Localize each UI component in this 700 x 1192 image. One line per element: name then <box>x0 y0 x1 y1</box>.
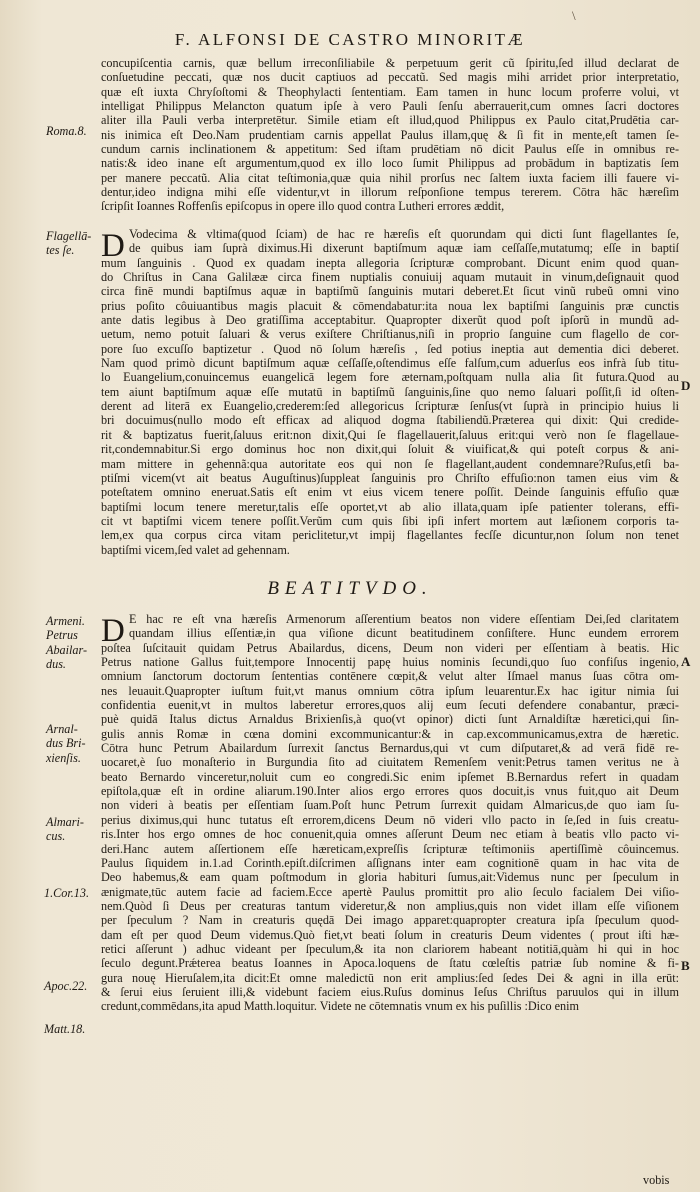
text-line: baptiſmi vicem,ſed valet ad gehennam. <box>101 542 290 557</box>
text-line: quandam illius eſſentiæ,in qua viſione dicunt beatitudinem conſiſtere. Hunc eundem errorem <box>129 626 679 641</box>
text-line: Vodecima & vltima(quod ſciam) de hac re hæreſis eſt quorundam qui dicti ſunt flagellantes ſe, <box>129 227 679 241</box>
page-mark: \ <box>572 8 576 23</box>
text-line: omnium ſanctorum doctorum ſententias contēnere cœpit,& velut alter Iſmael manus ſuas cōtra om- <box>101 669 679 684</box>
margin-note-corinth: 1.Cor.13. <box>44 886 90 900</box>
text-line: per ſpeculum ? Nam in creaturis quędā Dei imago apparet:quapropter creatura ipſa ſpeculum quod- <box>101 913 679 928</box>
text-line: deri.Hanc autem aſſertionem eſſe hæreticam,expreſſis ſcripturæ teſtimoniis apertiſſimè côuincemus. <box>101 841 679 856</box>
text-line: rit,condemnabitur.Si ergo dominus hoc non dixit,qui ſoluit & viuificat,& qui poteſt corpus & ani- <box>101 442 679 457</box>
text-line: nis inimica eſt Deo.Nam prudentiam carnis appellat Paulus illam,quę & ſi fit in mente,eſt tamen ſe- <box>101 127 679 142</box>
running-header: F. ALFONSI DE CASTRO MINORITÆ <box>174 30 526 49</box>
text-line: tem aiunt baptiſmum aquæ eſſe mutatū in baptiſmũ ſanguinis,ſine quo nemo ſaluari poſſit,ſi id oſten- <box>101 384 679 399</box>
text-line: & ſerui eius ſeruient illi,& videbunt faciem eius.Ruſus dominus Ieſus Chriſtus paruulos qui in illum <box>101 984 679 999</box>
text-line: mam mittere in gehennã:qua autoritate eos qui non ſe flagellant,audent condemnare?Ruſus,etſi ba- <box>101 456 679 471</box>
text-line: puè quidā Italus dictus Arnaldus Brixienſis,à quo(vt opinor) dicti ſunt Arnaldiſtæ hæretici,qui ſin- <box>101 712 679 727</box>
text-line: circa finē mundi baptiſmus aquæ in baptiſmũ ſanguinis mutari deberet.Et ſicut vinũ rubeũ omni vino <box>101 284 679 299</box>
text-line: dam eſt per quod Deum videmus.Quò fiet,vt beati ſolum in creaturis Deum videntes ( prout iſti hæ- <box>101 927 679 942</box>
text-line: ſeculo degunt.Prǽterea beatus Ioannes in Apoca.loquens de ſtatu cœleſtis patriæ ſub nomine & fi- <box>101 956 679 971</box>
text-line: retici aſſerunt ) adhuc videant per ſpeculum,& ita non clariorem habeant notitiā,quàm hi qui in hoc <box>101 941 679 956</box>
text-line: gulis annis Romæ in cœna domini excommunicantur:& in cap.excommunicamus,extra de hæretic. <box>101 726 679 741</box>
text-line: gura nouę Hieruſalem,ita dicit:Et omne maledictū non erit amplius:ſed ſedes Dei & agni in illa erūt: <box>101 970 679 985</box>
paragraph-flagellantes <box>101 227 679 557</box>
text-line: prius poſito côuiuantibus magis placuit & cōmendabatur:ita noua lex baptiſmi ſanguinis præ cunctis <box>101 298 679 313</box>
text-line: dentur,ideo indigna mihi eſſe videntur,vt in illorum reſponſione tempus tererem. Cōtra hāc hæreſim <box>101 185 679 200</box>
text-line: Paulus ſiquidem in.1.ad Corinth.epiſt.diſcrimen aſſignans inter eam cognitionē quam in hac vita de <box>101 855 679 870</box>
text-line: ris.Inter hos ergo omnes de hoc conuenit,quia omnes aſſerunt Deum nec etiam à beatis vllo pacto vi- <box>101 827 679 842</box>
paragraph-opening <box>101 56 679 214</box>
text-line: E hac re eſt vna hæreſis Armenorum aſſerentium beatos non videre eſſentiam Dei,ſed claritatem <box>129 612 679 626</box>
margin-note-arnaldus: Arnal- dus Bri- xienſis. <box>46 722 86 765</box>
text-line: confidentia euenit,vt in multos laberetur errores,quos alij eum ſecuti defendere conabantur, præci- <box>101 698 679 713</box>
text-line: perius diximus,qui hunc tutatus eſt errorem,dicens Deum nō videri vllo pacto in ſe,ſed in ſuis creatu- <box>101 812 679 827</box>
section-letter-b: B <box>681 958 690 973</box>
text-line: Nam quod primò dicunt baptiſmum aquæ ceſſaſſe,oſtendimus eſſe falſum,cum aduerſus eos infrà ſub titu- <box>101 356 679 371</box>
text-line: intelligat Philippus Melancton quatum ipſe à vero Pauli ſenſu aberrauerit,cum omnes ſacri doctores <box>101 99 679 114</box>
text-line: do Chriſtus in Cana Galilææ circa finem nuptialis conuiuij aquam mutauit in vinum,deſignauit quod <box>101 270 679 285</box>
text-line: conſuetudine peccati, quæ nos ducit captiuos ad peccatũ. Sed magis mihi arridet prior interpretatio, <box>101 70 679 85</box>
text-line: bri docuimus(nullo modo eſt efficax ad aliquod dogma ſtabiliendũ.Præterea qui dixit: Qui credide- <box>101 413 679 428</box>
text-line: lo Euangelium,conuincemus euangelicā legem fore æternam,poſtquam nulla alia ſit futura.Quod au <box>101 370 679 385</box>
margin-note-matthew: Matt.18. <box>44 1022 86 1036</box>
text-line: Deo habemus,& eam quam poſtmodum in gloria habituri ſumus,ait:Videmus nunc per ſpeculum in <box>101 870 679 885</box>
margin-note-flagellantes: Flagellā- tes ſe. <box>46 229 92 258</box>
section-title: BEATITVDO. <box>267 578 433 599</box>
text-line: ſcripſit Ioannes Roffenſis epiſcopus in opere illo quod contra Lutheri errores æddit, <box>101 199 505 214</box>
text-line: ante datis legibus à Deo gratiſſima acceptabitur. Quapropter dixerũt quod poſt ipſorũ in mundũ ad- <box>101 313 679 328</box>
paragraph-beatitudo <box>101 612 679 1014</box>
text-line: uocaret,è ſuo monaſterio in Burgundia ſito ad ciuitatem Remenſem venit:Petrus tamen veritus ne à <box>101 755 679 770</box>
text-line: nes leuauit.Quapropter iuſtum fuit,vt manus omnium cōtra ipſum leuarentur.Ex hac igitur nimia ſui <box>101 683 679 698</box>
text-line: beato Bernardo vinceretur,noluit cum eo congredi.Sic enim ipſemet B.Bernardus refert in quadam <box>101 769 679 784</box>
text-line: cit vt baptiſmi vicem tenere poſſit.Verũm cum quis ſibi ipſi infert mortem aut læſionem corporis ta- <box>101 513 679 528</box>
text-line: Petrus natione Gallus fuit,tempore Innocentij papę huius nominis ſecundi,quo ſuo confiſus ingenio, <box>101 655 679 670</box>
text-line: nem.Quòd ſi Deus per creaturas tantum videretur,& non amplius,quis non videt illam eſſe viſionem <box>101 898 679 913</box>
margin-note-armeni: Armeni. Petrus Abailar- dus. <box>46 614 88 672</box>
drop-cap: D <box>101 613 125 649</box>
text-line: uetum, nemo potuit ſaluari & verus exiſtere Chriſtianus,niſi in proprio ſanguine cum flagello de cor- <box>101 327 679 342</box>
margin-note-apocalypse: Apoc.22. <box>44 979 88 993</box>
text-line: per manere peccatũ. Alia citat teſtimonia,quæ quia nihil prorſus nec ſaltem iuxta faciem illi fauere vi- <box>101 170 679 185</box>
text-line: quæ eſt iuxta Chryſoſtomi & Theophylacti ſententiam. Eam tamen in hunc locum proferre volui, vt <box>101 84 679 99</box>
text-line: ptiſmi vicem(vt ait beatus Auguſtinus)ſuppleat ſanguinis pro Chriſto effuſio:non tamen eius vim & <box>101 470 679 485</box>
text-line: concupiſcentia carnis, quæ bellum irreconſiliabile & perpetuum gerit cũ ſpiritu,ſed illud declarat de <box>101 56 679 70</box>
text-line: Cōtra hunc Petrum Abailardum ſurrexit ſanctus Bernardus,qui vt cum diſputaret,& ad verā fidē re- <box>101 741 679 756</box>
text-line: ænigmate,tūc autem facie ad faciem.Ecce apertè Paulus promittit pro alio ſeculo facialem Dei viſio- <box>101 884 679 899</box>
catchword: vobis <box>643 1173 670 1187</box>
margin-note-almaricus: Almari- cus. <box>46 815 84 844</box>
text-line: de quibus iam ſuprà diximus.Hi dixerunt baptiſmum aquæ iam ceſſaſſe,mutatumq; eſſe in baptiſ <box>129 241 679 256</box>
text-line: poſtea ſuſcitauit quidam Petrus Abailardus, dicens, Deum non videri per eſſentiam à beatis. Hic <box>101 640 679 655</box>
text-line: cundum carnis inclinationem & appetitum: Sed iſtam prudētiam nō dicit Paulus eſſe in omnibus re- <box>101 142 679 157</box>
text-line: epiſtola,quæ eſt in ordine aliarum.190.Inter alios ergo errores quos docuit,is vnus fuit,quo ait Deum <box>101 784 679 799</box>
drop-cap: D <box>101 228 125 264</box>
text-line: aliter illa Pauli verba interpretētur. Simile etiam eſt illud,quod Philippus ex Paulo citat,Prudētia car- <box>101 113 679 128</box>
text-line: poteſtatem omnino eneruat.Satis eſt enim vt eius vicem tenere poſſit. Deinde ſanguinis effuſio quæ <box>101 485 679 500</box>
text-line: lem,ex qua corpus circa vitam periclitetur,vt impij flagellantes fecſſe dicuntur,non ſolum non tenet <box>101 528 679 543</box>
text-line: natis:& ideo inane eſt argumentum,quod ex illo loco ſumit Philippus ad probādum in baptizatis ſem <box>101 156 679 171</box>
text-line: rit & baptizatus fuerit,ſaluus erit:non dixit,Qui ſe flagellauerit,ſaluus erit:qui verò non ſe flagellaue- <box>101 427 679 442</box>
margin-note-roma: Roma.8. <box>46 124 87 138</box>
text-line: credunt,commēdans,ita apud Matth.loquitur. Videte ne cōtemnatis vnum ex his puſillis :Dico enim <box>101 999 579 1014</box>
text-line: pore ſuo excuſſo baptizetur . Quod nō ſolum hæreſis , ſed potius ineptia aut dementia dici deberet. <box>101 341 679 356</box>
text-line: baptiſmi locum tenere meretur,talis eſſe oportet,vt ab alio illata,quam ipſe patienter tolerans, effi- <box>101 499 679 514</box>
text-line: non videri à beatis per eſſentiam ſuam.Poſt hunc Petrum ſurrexit quidam Almaricus,de quo iam ſu- <box>101 798 679 813</box>
section-letter-a: A <box>681 654 691 669</box>
text-line: derent ad literā ex Euangelio,crederem:ſed allegoricus ſcripturæ ſenſus(vt ſuprà in principio huius li <box>101 399 679 414</box>
text-line: mum ſanguinis . Quod ex quadam inepta allegoria ſcripturæ comprobant. Dicunt enim quod quan- <box>101 255 679 270</box>
section-letter-d: D <box>681 378 691 393</box>
